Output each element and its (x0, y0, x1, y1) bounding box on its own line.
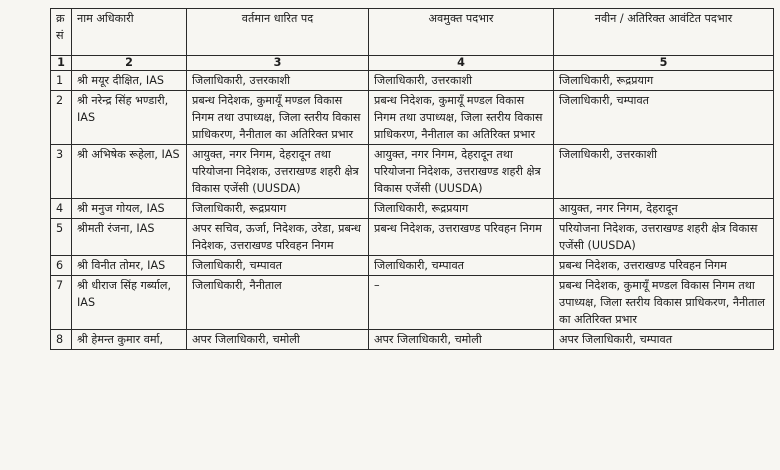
officer-name: श्री मयूर दीक्षित, IAS (72, 71, 187, 91)
table-row (51, 145, 774, 199)
header-name: नाम अधिकारी (72, 9, 187, 56)
new-charge: प्रबन्ध निदेशक, कुमायूँ मण्डल विकास निगम तथा उपाध्यक्ष, जिला स्तरीय विकास प्राधिकरण, नैनीताल का अतिरिक्त प्रभार (554, 276, 774, 330)
current-post: अपर जिलाधिकारी, चमोली (187, 330, 369, 350)
column-number: 4 (369, 56, 554, 71)
officer-name: श्री मनुज गोयल, IAS (72, 199, 187, 219)
current-post: प्रबन्ध निदेशक, कुमायूँ मण्डल विकास निगम तथा उपाध्यक्ष, जिला स्तरीय विकास प्राधिकरण, नैनीताल का अतिरिक्त प्रभार (187, 91, 369, 145)
header-sr: क्र सं (51, 9, 72, 56)
table-row (51, 91, 774, 145)
new-charge: आयुक्त, नगर निगम, देहरादून (554, 199, 774, 219)
officer-name: श्री नरेन्द्र सिंह भण्डारी, IAS (72, 91, 187, 145)
relieved-charge: प्रबन्ध निदेशक, उत्तराखण्ड परिवहन निगम (369, 219, 554, 256)
table-row (51, 219, 774, 256)
officer-name: श्री अभिषेक रूहेला, IAS (72, 145, 187, 199)
serial-number: 5 (51, 219, 72, 256)
serial-number: 7 (51, 276, 72, 330)
table-row (51, 330, 774, 350)
officer-name: श्री हेमन्त कुमार वर्मा, (72, 330, 187, 350)
relieved-charge: प्रबन्ध निदेशक, कुमायूँ मण्डल विकास निगम तथा उपाध्यक्ष, जिला स्तरीय विकास प्राधिकरण, नैनीताल का अतिरिक्त प्रभार (369, 91, 554, 145)
table-row (51, 256, 774, 276)
table-row (51, 276, 774, 330)
current-post: अपर सचिव, ऊर्जा, निदेशक, उरेडा, प्रबन्ध निदेशक, उत्तराखण्ड परिवहन निगम (187, 219, 369, 256)
serial-number: 1 (51, 71, 72, 91)
serial-number: 3 (51, 145, 72, 199)
column-number: 2 (72, 56, 187, 71)
officer-name: श्रीमती रंजना, IAS (72, 219, 187, 256)
column-number: 1 (51, 56, 72, 71)
new-charge: अपर जिलाधिकारी, चम्पावत (554, 330, 774, 350)
column-number: 5 (554, 56, 774, 71)
table-row (51, 71, 774, 91)
relieved-charge: – (369, 276, 554, 330)
current-post: जिलाधिकारी, चम्पावत (187, 256, 369, 276)
new-charge: परियोजना निदेशक, उत्तराखण्ड शहरी क्षेत्र विकास एजेंसी (UUSDA) (554, 219, 774, 256)
column-number: 3 (187, 56, 369, 71)
relieved-charge: जिलाधिकारी, उत्तरकाशी (369, 71, 554, 91)
header-row (51, 9, 774, 56)
current-post: जिलाधिकारी, रूद्रप्रयाग (187, 199, 369, 219)
new-charge: प्रबन्ध निदेशक, उत्तराखण्ड परिवहन निगम (554, 256, 774, 276)
officer-name: श्री धीराज सिंह गर्ब्याल, IAS (72, 276, 187, 330)
current-post: जिलाधिकारी, नैनीताल (187, 276, 369, 330)
transfer-orders-table (50, 8, 774, 350)
relieved-charge: अपर जिलाधिकारी, चमोली (369, 330, 554, 350)
serial-number: 4 (51, 199, 72, 219)
relieved-charge: जिलाधिकारी, रूद्रप्रयाग (369, 199, 554, 219)
header-current-post: वर्तमान धारित पद (187, 9, 369, 56)
new-charge: जिलाधिकारी, चम्पावत (554, 91, 774, 145)
relieved-charge: आयुक्त, नगर निगम, देहरादून तथा परियोजना निदेशक, उत्तराखण्ड शहरी क्षेत्र विकास एजेंसी (UUSDA) (369, 145, 554, 199)
current-post: आयुक्त, नगर निगम, देहरादून तथा परियोजना निदेशक, उत्तराखण्ड शहरी क्षेत्र विकास एजेंसी (UUSDA) (187, 145, 369, 199)
relieved-charge: जिलाधिकारी, चम्पावत (369, 256, 554, 276)
table-row (51, 199, 774, 219)
officer-name: श्री विनीत तोमर, IAS (72, 256, 187, 276)
header-relieved-charge: अवमुक्त पदभार (369, 9, 554, 56)
new-charge: जिलाधिकारी, रूद्रप्रयाग (554, 71, 774, 91)
serial-number: 6 (51, 256, 72, 276)
serial-number: 2 (51, 91, 72, 145)
current-post: जिलाधिकारी, उत्तरकाशी (187, 71, 369, 91)
header-new-charge: नवीन / अतिरिक्त आवंटित पदभार (554, 9, 774, 56)
column-number-row (51, 56, 774, 71)
serial-number: 8 (51, 330, 72, 350)
new-charge: जिलाधिकारी, उत्तरकाशी (554, 145, 774, 199)
